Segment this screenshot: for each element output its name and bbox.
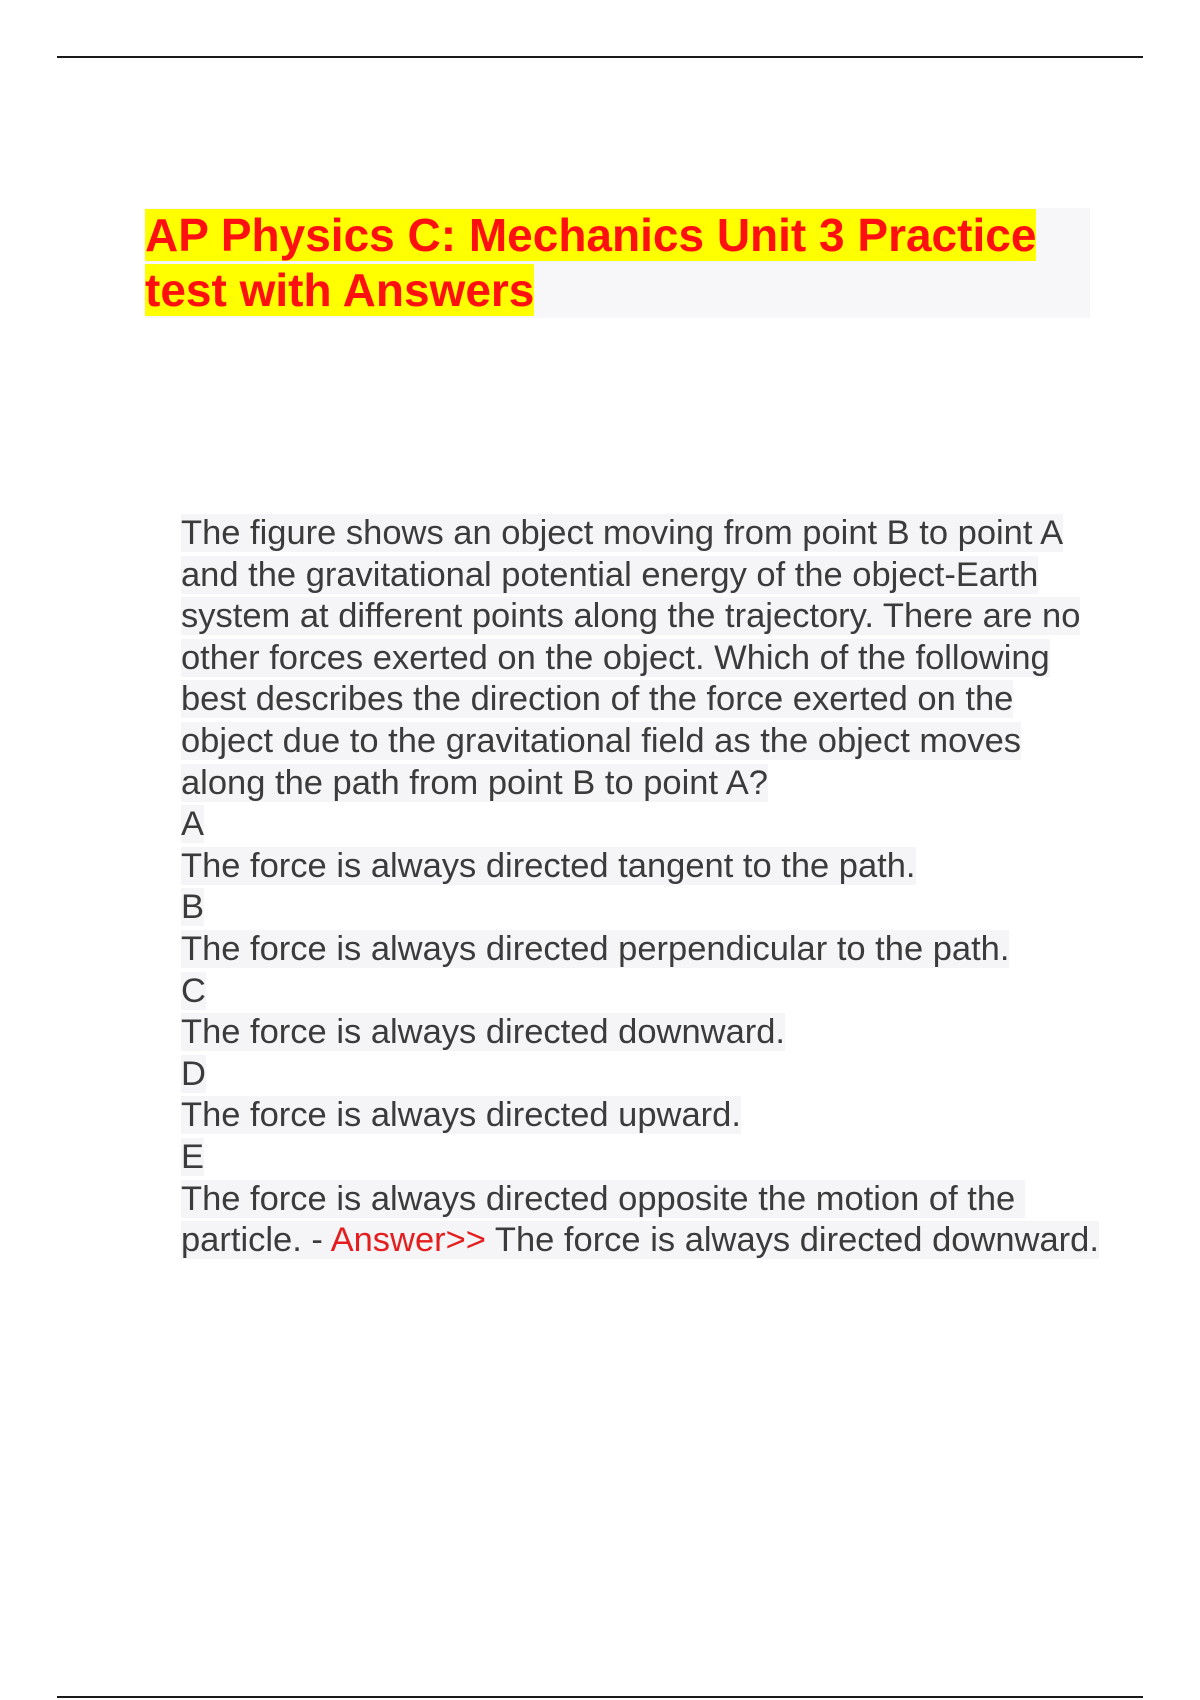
bottom-divider: [57, 1696, 1143, 1698]
option-e-with-answer: [181, 1179, 1101, 1262]
title-block: [145, 208, 1090, 318]
question-text: The figure shows an object moving from point B to point A and the gravitational potential energy of the object-Earth system at different points along the trajectory. There are no other forces exerted on the object. Which of the following best describes the direction of the force exerted on the object due to the gravitational field as the object moves along the path from point B to point A?: [181, 514, 1081, 802]
option-e-text: The force is always directed opposite the motion of the particle.: [181, 1179, 1025, 1260]
top-divider: [57, 56, 1143, 58]
option-e-letter: E: [181, 1137, 205, 1176]
option-b-letter: B: [181, 888, 205, 927]
option-d-text: The force is always directed upward.: [181, 1096, 741, 1135]
option-c-text: The force is always directed downward.: [181, 1013, 786, 1052]
document-title-text: AP Physics C: Mechanics Unit 3 Practice test with Answers: [145, 209, 1037, 316]
question-block: [181, 513, 1101, 1262]
answer-text: The force is always directed downward.: [485, 1221, 1099, 1260]
option-d-letter: D: [181, 1054, 206, 1093]
option-a-text: The force is always directed tangent to the path.: [181, 846, 916, 885]
document-title: [145, 208, 1090, 318]
answer-separator: -: [301, 1221, 331, 1260]
option-c-letter: C: [181, 971, 206, 1010]
option-b-text: The force is always directed perpendicular to the path.: [181, 929, 1010, 968]
option-a-letter: A: [181, 805, 205, 844]
answer-label: Answer>>: [330, 1221, 486, 1260]
